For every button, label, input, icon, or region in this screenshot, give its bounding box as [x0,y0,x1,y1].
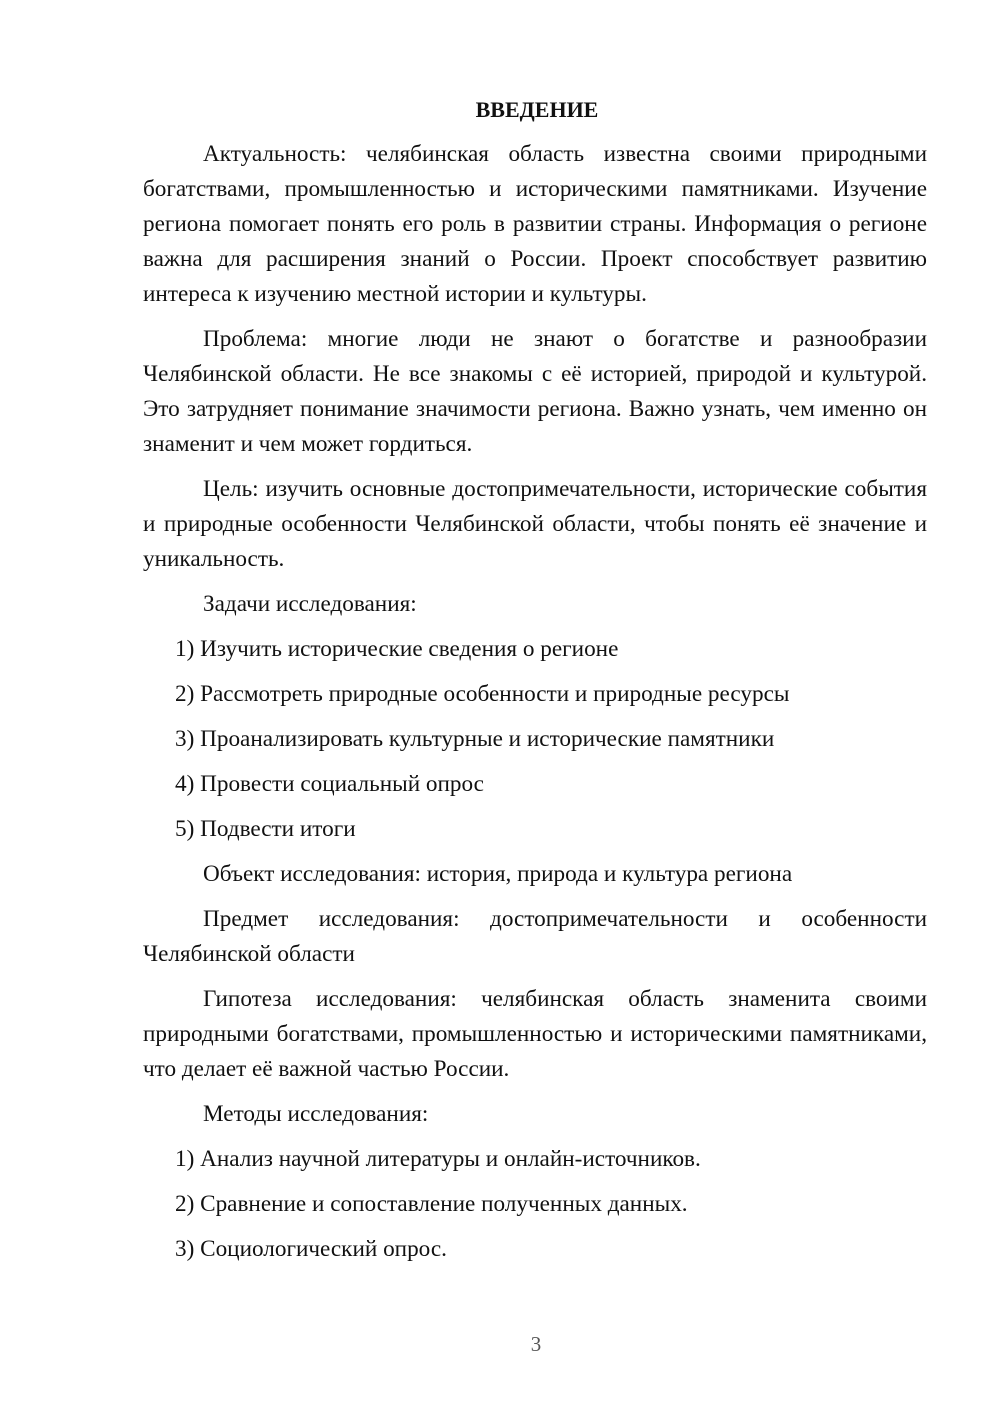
task-item-5: 5) Подвести итоги [175,816,356,842]
hypothesis-paragraph: Гипотеза исследования: челябинская область знаменита своими природными богатствами, промышленностью и историческими памятниками, что делает её важной частью России. [143,986,927,1082]
method-item-3: 3) Социологический опрос. [175,1236,447,1262]
goal-paragraph: Цель: изучить основные достопримечательности, исторические события и природные особенности Челябинской области, чтобы понять её значение и уникальность. [143,476,927,572]
task-item-1: 1) Изучить исторические сведения о регионе [175,636,619,662]
tasks-list [143,632,927,847]
tasks-heading: Задачи исследования: [203,591,417,617]
page-number: 3 [530,1332,542,1356]
method-item-1: 1) Анализ научной литературы и онлайн-источников. [175,1146,701,1172]
problem-paragraph: Проблема: многие люди не знают о богатстве и разнообразии Челябинской области. Не все знакомы с её историей, природой и культурой. Это затрудняет понимание значимости региона. Важно узнать, чем именно он знаменит и чем может гордиться. [143,326,927,457]
task-item-4: 4) Провести социальный опрос [175,771,484,797]
task-item-2: 2) Рассмотреть природные особенности и природные ресурсы [175,681,790,707]
relevance-paragraph: Актуальность: челябинская область известна своими природными богатствами, промышленностью и историческими памятниками. Изучение региона помогает понять его роль в развитии страны. Информация о регионе важна для расширения знаний о России. Проект способствует развитию интереса к изучению местной истории и культуры. [143,141,927,307]
page-content [143,92,927,1277]
subject-paragraph: Предмет исследования: достопримечательности и особенности Челябинской области [143,906,927,967]
methods-list [143,1142,927,1267]
object-paragraph: Объект исследования: история, природа и культура региона [203,861,793,887]
task-item-3: 3) Проанализировать культурные и исторические памятники [175,726,775,752]
section-title: ВВЕДЕНИЕ [475,97,599,122]
methods-heading: Методы исследования: [203,1101,429,1127]
method-item-2: 2) Сравнение и сопоставление полученных данных. [175,1191,688,1217]
